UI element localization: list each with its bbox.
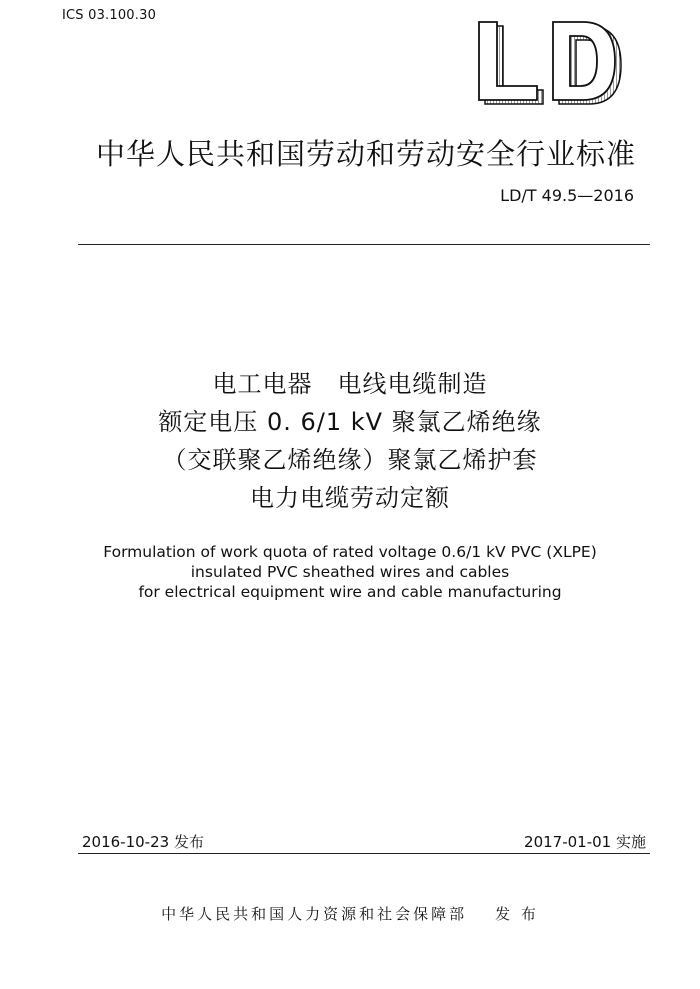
logo-letter-d [553, 22, 621, 104]
english-title [0, 542, 700, 602]
ld-logo [475, 20, 625, 110]
chinese-title-line: 电工电器 电线电缆制造 [212, 370, 488, 398]
issuer-name: 中华人民共和国人力资源和社会保障部 [161, 905, 468, 923]
logo-letter-l [479, 22, 543, 104]
issuer-line [0, 903, 700, 924]
chinese-title-line: 电力电缆劳动定额 [250, 484, 450, 512]
ics-code: ICS 03.100.30 [62, 8, 157, 23]
chinese-title-line: 额定电压 0. 6/1 kV 聚氯乙烯绝缘 [158, 408, 542, 436]
issue-label: 发 布 [495, 905, 539, 923]
standard-code: LD/T 49.5—2016 [500, 186, 634, 205]
header-divider [78, 244, 650, 245]
chinese-title [0, 365, 700, 517]
footer-divider [78, 853, 650, 854]
publish-date: 2016-10-23 发布 [82, 833, 204, 851]
english-title-line: Formulation of work quota of rated voltage 0.6/1 kV PVC (XLPE) [103, 543, 597, 561]
standard-category-title: 中华人民共和国劳动和劳动安全行业标准 [96, 137, 637, 171]
implement-date: 2017-01-01 实施 [524, 833, 646, 851]
chinese-title-line: （交联聚乙烯绝缘）聚氯乙烯护套 [162, 446, 538, 474]
english-title-line: insulated PVC sheathed wires and cables [190, 563, 510, 581]
english-title-line: for electrical equipment wire and cable manufacturing [138, 583, 562, 601]
